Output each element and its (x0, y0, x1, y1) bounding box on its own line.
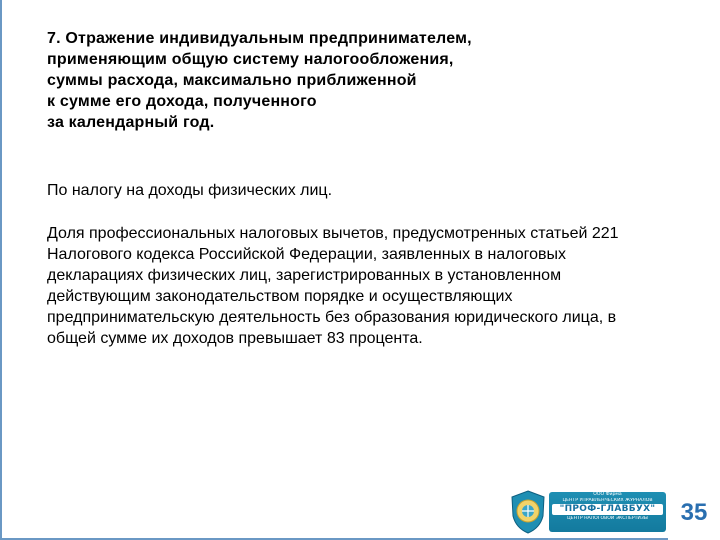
title-line: 7. Отражение индивидуальным предпринимателем, (47, 30, 472, 47)
paragraph-line: Доля профессиональных налоговых вычетов, предусмотренных статьей 221 (47, 225, 619, 242)
page-number: 35 (668, 490, 720, 540)
logo-line: ООО Фирма (593, 492, 622, 497)
logo-name: "ПРОФ-ГЛАВБУХ" (552, 504, 663, 515)
logo-line: ЦЕНТР НАЛОГОВОЙ ЭКСПЕРТИЗЫ (567, 516, 648, 521)
title-line: суммы расхода, максимально приближенной (47, 72, 417, 89)
paragraph-line: Налогового кодекса Российской Федерации, заявленных в налоговых (47, 246, 567, 263)
paragraph-line: общей сумме их доходов превышает 83 процента. (47, 330, 423, 347)
slide-title (47, 28, 647, 133)
paragraph-line: декларациях физических лиц, зарегистрированных в установленном (47, 267, 562, 284)
paragraph-line: действующим законодательством порядке и осуществляющих (47, 288, 513, 305)
logo-line: ЦЕНТР УПРАВЛЕНЧЕСКИХ ЖУРНАЛОВ (562, 497, 653, 503)
paragraph-criterion (47, 223, 707, 349)
title-line: применяющим общую систему налогообложения, (47, 51, 454, 68)
company-logo (549, 492, 666, 532)
emblem-icon (510, 490, 546, 534)
paragraph-tax-heading (47, 180, 707, 201)
paragraph-line: предпринимательскую деятельность без образования юридического лица, в (47, 309, 617, 326)
title-line: к сумме его дохода, полученного (47, 93, 317, 110)
title-line: за календарный год. (47, 114, 215, 131)
paragraph-text: По налогу на доходы физических лиц. (47, 182, 333, 199)
